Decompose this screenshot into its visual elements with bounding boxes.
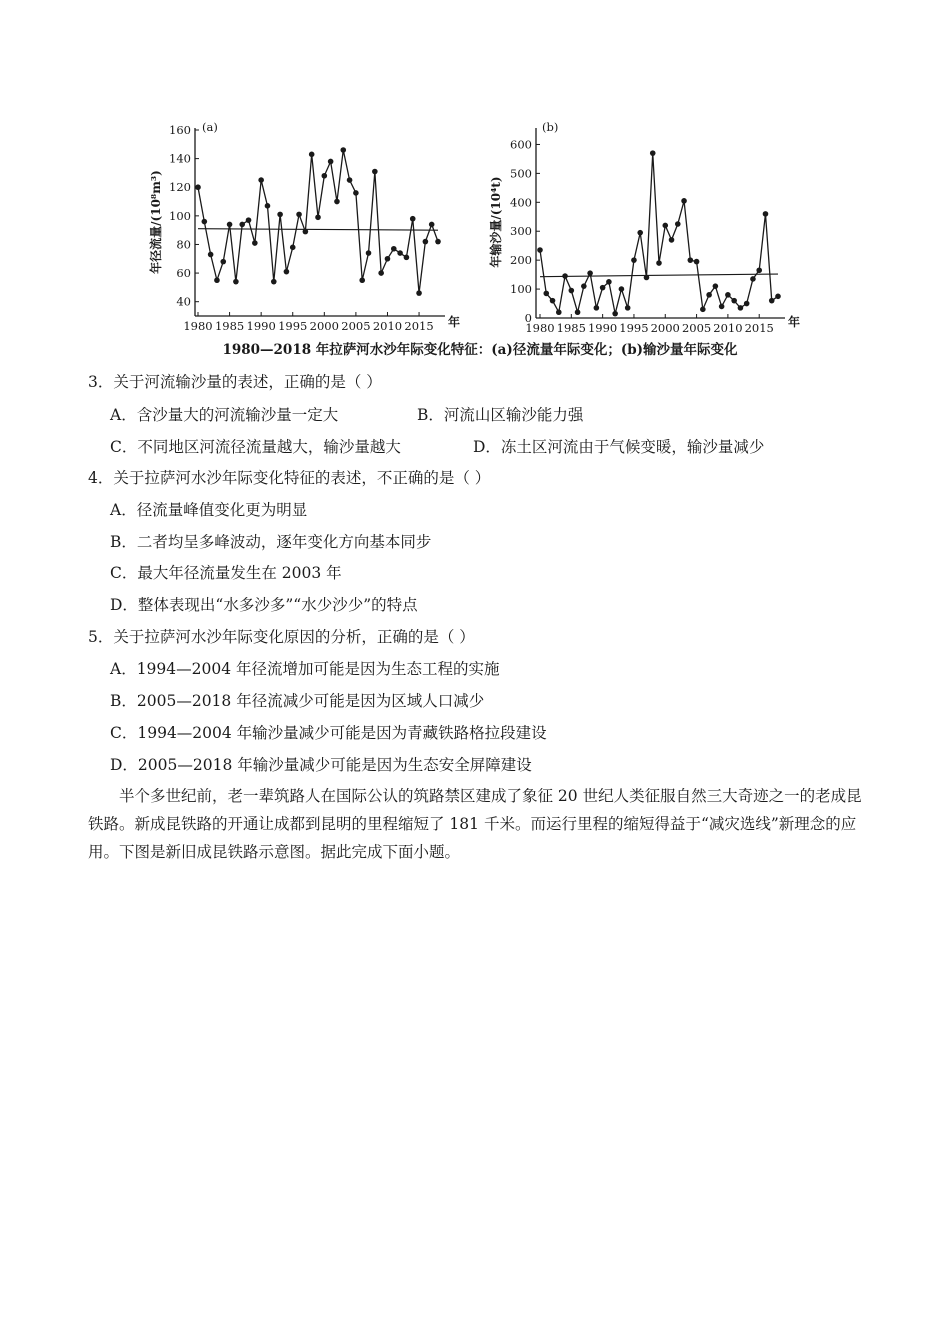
sediment-data-point bbox=[719, 304, 725, 310]
sediment-data-point bbox=[612, 311, 618, 317]
sediment-data-point bbox=[594, 305, 600, 311]
runoff-x-tick-label: 2010 bbox=[372, 319, 403, 333]
runoff-x-tick-label: 1990 bbox=[246, 319, 276, 333]
runoff-data-point bbox=[296, 212, 302, 218]
runoff-data-point bbox=[397, 250, 403, 256]
sediment-data-point bbox=[625, 305, 631, 311]
sediment-data-point bbox=[675, 221, 681, 227]
question-3-stem: 3．关于河流输沙量的表述，正确的是（ ） bbox=[88, 373, 382, 391]
sediment-data-point bbox=[543, 291, 549, 297]
sediment-y-tick-label: 500 bbox=[510, 166, 532, 181]
runoff-data-point bbox=[315, 214, 321, 220]
sediment-x-tick-label: 2005 bbox=[681, 321, 712, 335]
sediment-data-point bbox=[656, 260, 662, 266]
question-4-option-a: A．径流量峰值变化更为明显 bbox=[110, 501, 308, 519]
runoff-data-point bbox=[404, 255, 410, 261]
sediment-data-point bbox=[606, 279, 612, 285]
runoff-data-point bbox=[340, 147, 346, 153]
runoff-data-point bbox=[271, 279, 277, 285]
sediment-data-point bbox=[631, 257, 637, 263]
runoff-data-point bbox=[423, 239, 429, 245]
sediment-data-point bbox=[619, 286, 625, 292]
runoff-data-point bbox=[429, 222, 435, 228]
sediment-x-tick-label: 1990 bbox=[587, 321, 618, 335]
runoff-chart bbox=[148, 120, 460, 333]
question-3-option-c: C．不同地区河流径流量越大，输沙量越大 bbox=[110, 438, 401, 456]
runoff-data-point bbox=[328, 159, 334, 165]
sediment-x-tick-label: 2000 bbox=[650, 321, 680, 335]
sediment-y-tick-label: 100 bbox=[510, 282, 532, 297]
runoff-data-point bbox=[227, 222, 233, 228]
question-5-option-c: C．1994—2004 年输沙量减少可能是因为青藏铁路格拉段建设 bbox=[110, 724, 547, 742]
passage-paragraph: 半个多世纪前，老一辈筑路人在国际公认的筑路禁区建成了象征 20 世纪人类征服自然三大奇迹之一的老成昆铁路。新成昆铁路的开通让成都到昆明的里程缩短了 181 千米。而运行里程的缩短得益于“减灾选线”新理念的应用。下图是新旧成昆铁路示意图。据此完成下面小题。 bbox=[88, 787, 862, 861]
runoff-sediment-figure bbox=[140, 112, 820, 362]
sediment-y-tick-label: 400 bbox=[510, 195, 532, 210]
runoff-data-point bbox=[252, 240, 258, 246]
sediment-series-line bbox=[540, 153, 778, 314]
sediment-data-point bbox=[731, 298, 737, 304]
sediment-x-tick-label: 1985 bbox=[556, 321, 586, 335]
runoff-data-point bbox=[258, 177, 264, 183]
sediment-chart bbox=[488, 120, 800, 335]
sediment-data-point bbox=[713, 283, 719, 289]
runoff-data-point bbox=[353, 190, 359, 196]
sediment-data-point bbox=[756, 267, 762, 273]
runoff-data-point bbox=[303, 229, 309, 235]
sediment-data-point bbox=[775, 294, 781, 300]
question-5-option-a: A．1994—2004 年径流增加可能是因为生态工程的实施 bbox=[110, 660, 500, 678]
sediment-data-point bbox=[650, 150, 656, 156]
runoff-series-line bbox=[198, 150, 438, 293]
runoff-x-tick-label: 2005 bbox=[341, 319, 371, 333]
sediment-data-point bbox=[769, 298, 775, 304]
question-4-option-d: D．整体表现出“水多沙多”“水少沙少”的特点 bbox=[110, 596, 418, 614]
runoff-data-point bbox=[378, 270, 384, 276]
sediment-y-axis-label: 年输沙量/(10⁴t) bbox=[489, 176, 503, 268]
sediment-data-point bbox=[581, 283, 587, 289]
sediment-data-point bbox=[688, 257, 694, 263]
runoff-data-point bbox=[347, 177, 353, 183]
question-5-stem: 5．关于拉萨河水沙年际变化原因的分析，正确的是（ ） bbox=[88, 628, 475, 646]
runoff-data-point bbox=[277, 212, 283, 218]
runoff-y-tick-label: 60 bbox=[176, 266, 191, 281]
runoff-trend-line bbox=[198, 229, 438, 230]
question-5-option-d: D．2005—2018 年输沙量减少可能是因为生态安全屏障建设 bbox=[110, 756, 532, 774]
runoff-data-point bbox=[359, 277, 365, 283]
runoff-y-tick-label: 120 bbox=[169, 180, 191, 195]
question-4-option-b: B．二者均呈多峰波动，逐年变化方向基本同步 bbox=[110, 533, 432, 551]
runoff-panel-label: (a) bbox=[202, 120, 218, 134]
sediment-data-point bbox=[700, 307, 706, 313]
runoff-data-point bbox=[322, 173, 328, 179]
runoff-data-point bbox=[284, 269, 290, 275]
question-4-option-c: C．最大年径流量发生在 2003 年 bbox=[110, 564, 342, 582]
runoff-data-point bbox=[385, 256, 391, 262]
runoff-data-point bbox=[416, 290, 422, 296]
question-3-option-d: D．冻土区河流由于气候变暖，输沙量减少 bbox=[473, 438, 765, 456]
runoff-data-point bbox=[366, 250, 372, 256]
sediment-data-point bbox=[744, 301, 750, 307]
runoff-data-point bbox=[391, 246, 397, 252]
sediment-data-point bbox=[644, 275, 650, 281]
sediment-data-point bbox=[662, 223, 668, 229]
runoff-data-point bbox=[239, 222, 245, 228]
sediment-data-point bbox=[587, 270, 593, 276]
runoff-data-point bbox=[309, 152, 315, 158]
runoff-y-tick-label: 80 bbox=[176, 237, 191, 252]
runoff-data-point bbox=[233, 279, 239, 285]
runoff-data-point bbox=[435, 239, 441, 245]
sediment-x-unit: 年 bbox=[788, 315, 801, 329]
sediment-x-tick-label: 2015 bbox=[744, 321, 774, 335]
runoff-data-point bbox=[214, 277, 220, 283]
runoff-data-point bbox=[202, 219, 208, 225]
sediment-data-point bbox=[637, 230, 643, 236]
runoff-data-point bbox=[372, 169, 378, 175]
sediment-data-point bbox=[694, 259, 700, 265]
runoff-y-tick-label: 40 bbox=[176, 294, 191, 309]
sediment-data-point bbox=[706, 292, 712, 298]
sediment-data-point bbox=[569, 288, 575, 294]
sediment-data-point bbox=[725, 292, 731, 298]
sediment-data-point bbox=[575, 309, 581, 315]
runoff-data-point bbox=[410, 216, 416, 222]
runoff-x-tick-label: 2000 bbox=[309, 319, 339, 333]
runoff-x-tick-label: 1985 bbox=[214, 319, 245, 333]
sediment-data-point bbox=[537, 247, 543, 253]
figure-caption: 1980—2018 年拉萨河水沙年际变化特征：(a)径流量年际变化；(b)输沙量年际变化 bbox=[222, 342, 738, 358]
sediment-x-tick-label: 1995 bbox=[619, 321, 649, 335]
sediment-x-tick-label: 1980 bbox=[525, 321, 555, 335]
runoff-data-point bbox=[265, 203, 271, 209]
sediment-x-tick-label: 2010 bbox=[713, 321, 743, 335]
sediment-data-point bbox=[750, 276, 756, 282]
sediment-panel-label: (b) bbox=[542, 120, 559, 134]
sediment-data-point bbox=[669, 237, 675, 243]
runoff-y-tick-label: 140 bbox=[169, 151, 191, 166]
runoff-data-point bbox=[246, 217, 252, 223]
question-4-stem: 4．关于拉萨河水沙年际变化特征的表述，不正确的是（ ） bbox=[88, 469, 491, 487]
question-5-option-b: B．2005—2018 年径流减少可能是因为区域人口减少 bbox=[110, 692, 485, 710]
sediment-data-point bbox=[550, 298, 556, 304]
runoff-x-tick-label: 1980 bbox=[183, 319, 213, 333]
runoff-x-unit: 年 bbox=[448, 315, 461, 329]
runoff-data-point bbox=[220, 259, 226, 265]
runoff-y-tick-label: 100 bbox=[169, 208, 191, 223]
runoff-data-point bbox=[290, 245, 296, 251]
question-3-option-b: B．河流山区输沙能力强 bbox=[417, 406, 584, 424]
sediment-data-point bbox=[738, 305, 744, 311]
runoff-data-point bbox=[195, 184, 201, 190]
sediment-y-tick-label: 0 bbox=[524, 311, 532, 325]
sediment-y-tick-label: 600 bbox=[510, 137, 532, 152]
runoff-data-point bbox=[208, 252, 214, 258]
sediment-y-tick-label: 300 bbox=[510, 224, 532, 239]
sediment-data-point bbox=[681, 198, 687, 204]
runoff-x-tick-label: 2015 bbox=[404, 319, 434, 333]
runoff-y-tick-label: 160 bbox=[169, 123, 191, 137]
sediment-trend-line bbox=[540, 274, 778, 277]
runoff-data-point bbox=[334, 199, 340, 205]
runoff-x-tick-label: 1995 bbox=[278, 319, 308, 333]
runoff-y-axis-label: 年径流量/(10⁸m³) bbox=[149, 170, 163, 274]
sediment-data-point bbox=[556, 309, 562, 315]
sediment-y-tick-label: 200 bbox=[510, 253, 532, 268]
sediment-data-point bbox=[562, 273, 568, 279]
question-3-option-a: A．含沙量大的河流输沙量一定大 bbox=[110, 406, 339, 424]
sediment-data-point bbox=[763, 211, 769, 217]
sediment-data-point bbox=[600, 285, 606, 291]
